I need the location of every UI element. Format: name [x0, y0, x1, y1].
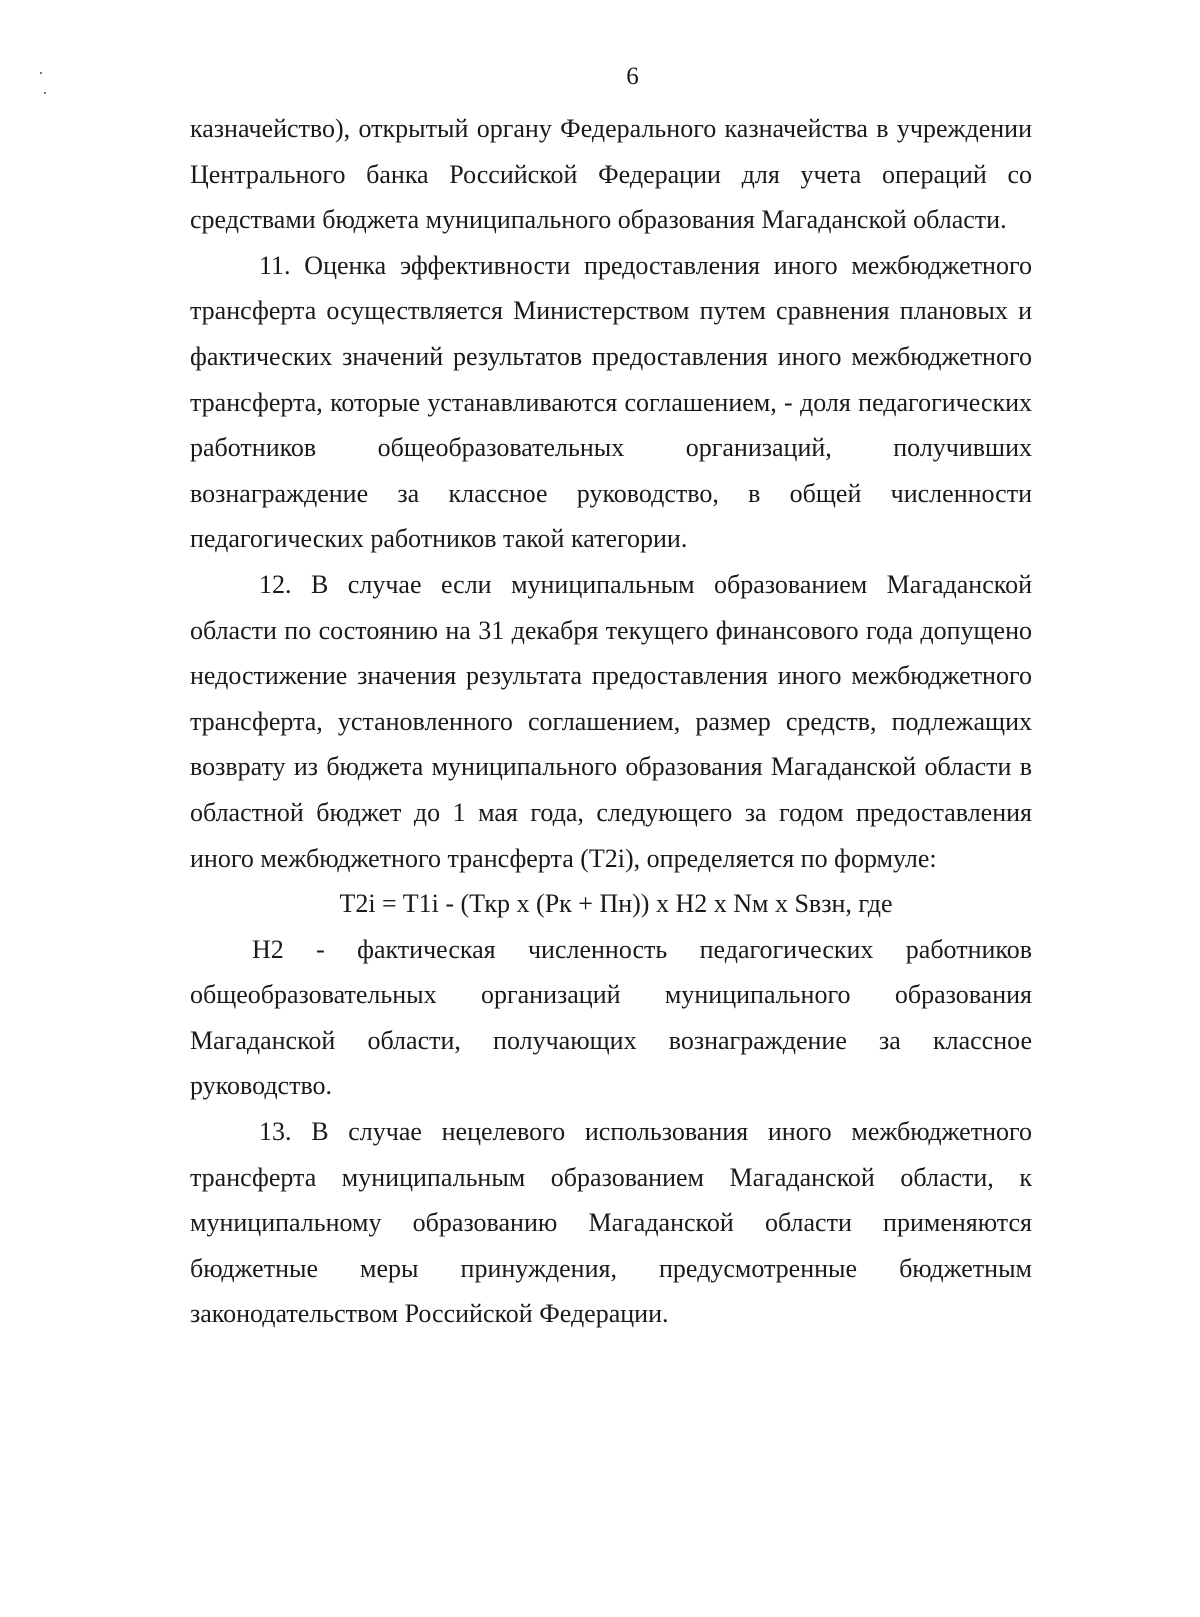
formula-definition: Н2 - фактическая численность педагогических работников общеобразовательных организаций муниципального образования Магаданской области, получающих вознаграждение за классное руководство.: [190, 934, 1032, 1101]
paragraph-12: 12. В случае если муниципальным образованием Магаданской области по состоянию на 31 декабря текущего финансового года допущено недостижение значения результата предоставления иного межбюджетного трансферта, установленного соглашением, размер средств, подлежащих возврату из бюджета муниципального образования Магаданской области в областной бюджет до 1 мая года, следующего за годом предоставления иного межбюджетного трансферта (T2i), определяется по формуле:: [190, 569, 1032, 873]
formula: T2i = T1i - (Ткр х (Рк + Пн)) х Н2 х Nм х Sвзн, где: [339, 889, 893, 919]
paragraph-continuation: казначейство), открытый органу Федерального казначейства в учреждении Центрального банка Российской Федерации для учета операций со средствами бюджета муниципального образования Магаданской области.: [190, 114, 1032, 235]
page-number: 6: [626, 63, 639, 90]
paragraph-13: 13. В случае нецелевого использования иного межбюджетного трансферта муниципальным образованием Магаданской области, к муниципальному образованию Магаданской области применяются бюджетные меры принуждения, предусмотренные бюджетным законодательством Российской Федерации.: [190, 1117, 1032, 1329]
paragraph-11: 11. Оценка эффективности предоставления иного межбюджетного трансферта осуществляется Министерством путем сравнения плановых и фактических значений результатов предоставления иного межбюджетного трансферта, которые устанавливаются соглашением, - доля педагогических работников общеобразовательных организаций, получивших вознаграждение за классное руководство, в общей численности педагогических работников такой категории.: [190, 250, 1032, 554]
scan-speck: [44, 92, 46, 94]
document-body: [190, 106, 1032, 1337]
